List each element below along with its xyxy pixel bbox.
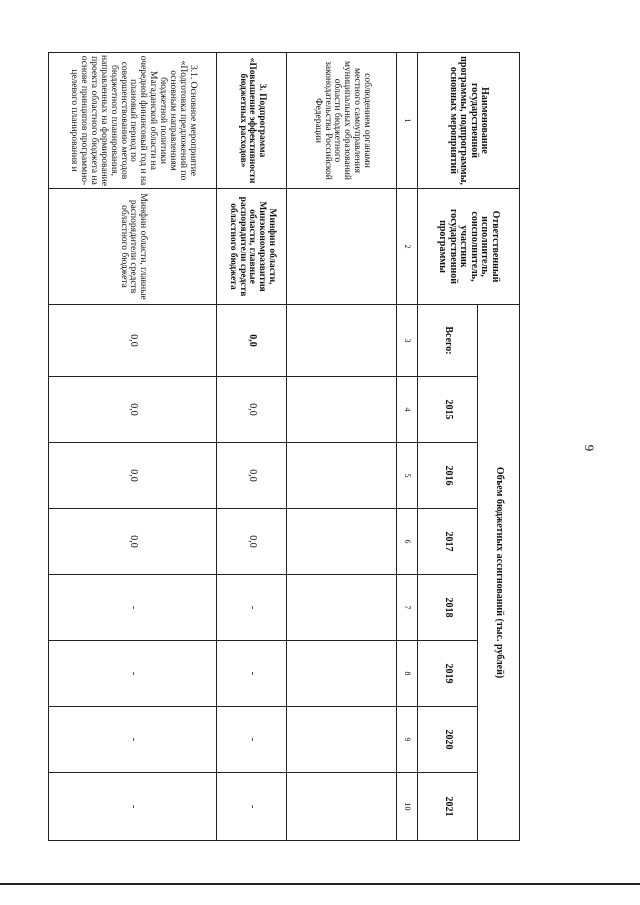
row-value-2015: 0,0 xyxy=(217,377,287,443)
row-value-2016: 0,0 xyxy=(217,443,287,509)
row-value-2020 xyxy=(287,707,397,773)
header-year-2018: 2018 xyxy=(418,575,478,641)
col-number: 7 xyxy=(397,575,418,641)
row-value-2019: - xyxy=(49,641,217,707)
row-value-2019: - xyxy=(217,641,287,707)
col-number: 8 xyxy=(397,641,418,707)
page-number: 9 xyxy=(582,444,597,452)
table-row xyxy=(287,53,397,841)
row-executor: Минфин области, Минэкономразвития области, главные распорядители средств областного бюджета xyxy=(217,189,287,305)
row-value-2018 xyxy=(287,575,397,641)
row-value-2017 xyxy=(287,509,397,575)
table-row xyxy=(49,53,217,841)
row-executor: Минфин области, главные распорядители средств областного бюджета xyxy=(49,189,217,305)
header-budget-group: Объем бюджетных ассигнований (тыс. рублей) xyxy=(478,305,520,841)
budget-allocation-table xyxy=(48,52,520,841)
header-total: Всего: xyxy=(418,305,478,377)
row-value-2018: - xyxy=(49,575,217,641)
col-number: 10 xyxy=(397,773,418,841)
col-number: 9 xyxy=(397,707,418,773)
header-name: Наименование государственной программы, подпрограммы, основных мероприятий xyxy=(418,53,520,189)
row-name: соблюдением органами местного самоуправления муниципальных образований области бюджетного законодательства Российской Федерации xyxy=(287,53,397,189)
column-number-row xyxy=(397,53,418,841)
row-value-2016 xyxy=(287,443,397,509)
bottom-divider xyxy=(0,883,640,885)
row-value-2016: 0,0 xyxy=(49,443,217,509)
rotated-table-wrapper xyxy=(52,52,520,840)
col-number: 6 xyxy=(397,509,418,575)
row-value-2015 xyxy=(287,377,397,443)
row-name: 3.1. Основное мероприятие «Подготовка предложений по основным направлениям бюджетной политики Магаданской области на очередной финансовый год и на плановый период по совершенствованию методов бюджетного планирования, направленных на формирование проекта областного бюджета на основе принципов программно-целевого планирования и xyxy=(49,53,217,189)
header-year-2015: 2015 xyxy=(418,377,478,443)
col-number: 1 xyxy=(397,53,418,189)
row-value-2020: - xyxy=(217,707,287,773)
col-number: 3 xyxy=(397,305,418,377)
col-number: 2 xyxy=(397,189,418,305)
row-value-2018: - xyxy=(217,575,287,641)
header-executor: Ответственный исполнитель, соисполнитель, участник государственной программы xyxy=(418,189,520,305)
row-value-2015: 0,0 xyxy=(49,377,217,443)
row-value-total: 0,0 xyxy=(217,305,287,377)
header-year-2019: 2019 xyxy=(418,641,478,707)
col-number: 5 xyxy=(397,443,418,509)
row-executor xyxy=(287,189,397,305)
rotated-page-content xyxy=(52,52,520,840)
header-year-2016: 2016 xyxy=(418,443,478,509)
row-value-2017: 0,0 xyxy=(49,509,217,575)
row-value-2020: - xyxy=(49,707,217,773)
header-year-2017: 2017 xyxy=(418,509,478,575)
row-name: 3. Подпрограмма «Повышение эффективности бюджетных расходов» xyxy=(217,53,287,189)
row-value-total: 0,0 xyxy=(49,305,217,377)
header-year-2021: 2021 xyxy=(418,773,478,841)
row-value-2021: - xyxy=(217,773,287,841)
col-number: 4 xyxy=(397,377,418,443)
row-value-total xyxy=(287,305,397,377)
row-value-2019 xyxy=(287,641,397,707)
table-row xyxy=(217,53,287,841)
row-value-2021 xyxy=(287,773,397,841)
row-value-2021: - xyxy=(49,773,217,841)
header-year-2020: 2020 xyxy=(418,707,478,773)
row-value-2017: 0,0 xyxy=(217,509,287,575)
